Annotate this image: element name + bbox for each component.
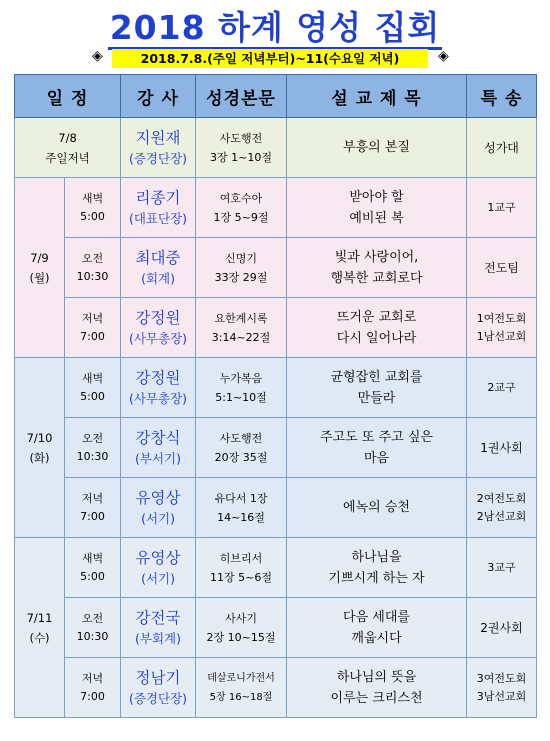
special-line: 전도팀	[484, 261, 519, 275]
time-value: 5:00	[80, 209, 105, 223]
diamond-icon: ◈	[92, 48, 103, 64]
speaker-cell	[121, 658, 196, 718]
time-label: 새벽	[81, 191, 104, 205]
scripture-line: 요한계시록	[214, 311, 268, 325]
date-cell	[15, 538, 65, 718]
table-row	[15, 478, 537, 538]
time-value: 7:00	[80, 689, 105, 703]
time-cell	[65, 478, 121, 538]
time-cell	[65, 418, 121, 478]
scripture-cell	[196, 418, 287, 478]
time-cell	[65, 238, 121, 298]
table-row	[15, 298, 537, 358]
special-cell	[467, 238, 537, 298]
diamond-icon: ◈	[438, 48, 449, 64]
date-cell	[15, 178, 65, 358]
special-cell	[467, 418, 537, 478]
scripture-line: 20장 35절	[214, 450, 268, 464]
speaker-role: (부서기)	[135, 450, 181, 466]
sermon-line: 하나님의 뜻을	[336, 669, 417, 685]
time-label: 오전	[81, 611, 104, 625]
special-line: 2권사회	[480, 621, 523, 635]
sermon-line: 행복한 교회로다	[330, 270, 423, 286]
speaker-name: 유영상	[135, 488, 181, 507]
sermon-cell	[287, 358, 467, 418]
sermon-cell	[287, 298, 467, 358]
table-row	[15, 238, 537, 298]
header-sermon: 설 교 제 목	[287, 75, 467, 118]
scripture-line: 여호수아	[219, 191, 263, 205]
sermon-line: 다음 세대를	[343, 609, 410, 625]
speaker-cell	[121, 238, 196, 298]
scripture-line: 33장 29절	[214, 270, 268, 284]
time-label: 오전	[81, 431, 104, 445]
sermon-line: 깨웁시다	[351, 630, 402, 646]
sermon-line: 이루는 크리스천	[330, 690, 423, 706]
page-title	[0, 2, 550, 49]
table-row	[15, 418, 537, 478]
sermon-line: 빛과 사랑이어,	[334, 249, 419, 265]
speaker-name: 강창식	[135, 428, 181, 447]
header-speaker: 강 사	[121, 75, 196, 118]
sermon-cell	[287, 478, 467, 538]
special-line: 3여전도회	[476, 671, 527, 685]
special-cell	[467, 658, 537, 718]
speaker-role: (대표단장)	[128, 210, 188, 226]
special-cell	[467, 358, 537, 418]
special-cell	[467, 478, 537, 538]
sermon-cell	[287, 178, 467, 238]
date-line: 7/11	[26, 610, 53, 625]
date-line: (수)	[29, 630, 50, 645]
special-line: 3남선교회	[476, 689, 527, 703]
table-row	[15, 658, 537, 718]
speaker-name: 강전국	[135, 608, 181, 627]
speaker-name: 강정원	[135, 368, 181, 387]
speaker-role: (사무총장)	[128, 390, 188, 406]
sermon-line: 만들라	[357, 390, 396, 406]
date-cell	[15, 118, 121, 178]
header-date: 일 정	[15, 75, 121, 118]
speaker-cell	[121, 118, 196, 178]
scripture-cell	[196, 538, 287, 598]
scripture-line: 5:1~10절	[215, 390, 267, 404]
scripture-cell	[196, 238, 287, 298]
sermon-line: 하나님을	[351, 549, 402, 565]
scripture-line: 2장 10~15절	[206, 630, 276, 644]
special-line: 1권사회	[480, 441, 523, 455]
scripture-line: 14~16절	[217, 510, 265, 524]
date-line: 7/10	[26, 430, 53, 445]
speaker-role: (사무총장)	[128, 330, 188, 346]
speaker-name: 정남기	[135, 668, 181, 687]
date-line: 주일저녁	[45, 150, 90, 165]
scripture-line: 데살로니가전서	[207, 672, 275, 684]
speaker-cell	[121, 178, 196, 238]
scripture-line: 히브리서	[219, 551, 263, 565]
sermon-line: 예비된 복	[349, 210, 404, 226]
sermon-line: 에녹의 승천	[343, 500, 410, 515]
sermon-line: 주고도 또 주고 싶은	[320, 429, 433, 445]
sermon-cell	[287, 418, 467, 478]
speaker-name: 유영상	[135, 548, 181, 567]
time-value: 5:00	[80, 569, 105, 583]
time-cell	[65, 658, 121, 718]
sermon-line: 뜨거운 교회로	[336, 309, 417, 325]
special-cell	[467, 538, 537, 598]
table-row	[15, 358, 537, 418]
special-cell	[467, 298, 537, 358]
special-cell: 성가대	[467, 118, 537, 178]
speaker-cell	[121, 538, 196, 598]
date-cell	[15, 358, 65, 538]
special-line: 2여전도회	[476, 491, 527, 505]
scripture-line: 사도행전	[219, 431, 263, 445]
speaker-role: (부회계)	[135, 630, 181, 646]
scripture-line: 5장 16~18절	[209, 691, 273, 703]
speaker-name: 최대중	[135, 248, 181, 267]
time-label: 오전	[81, 251, 104, 265]
sermon-line: 받아야 할	[349, 189, 404, 205]
special-line: 2남선교회	[476, 509, 527, 523]
time-cell	[65, 598, 121, 658]
speaker-role: (서기)	[141, 510, 175, 526]
sermon-cell: 부흥의 본질	[287, 118, 467, 178]
time-label: 저녁	[81, 671, 104, 685]
special-line: 1남선교회	[476, 329, 527, 343]
scripture-cell	[196, 598, 287, 658]
scripture-line: 3장 1~10절	[210, 150, 272, 164]
time-cell	[65, 358, 121, 418]
date-line: (월)	[29, 270, 50, 285]
scripture-cell	[196, 178, 287, 238]
scripture-line: 사사기	[225, 611, 257, 625]
date-range-banner	[0, 48, 550, 70]
sermon-cell	[287, 598, 467, 658]
sermon-line: 균형잡힌 교회를	[330, 369, 423, 385]
header-special: 특 송	[467, 75, 537, 118]
schedule-table	[14, 74, 537, 718]
speaker-name: 지원재	[135, 128, 181, 147]
special-cell	[467, 178, 537, 238]
time-value: 10:30	[76, 449, 109, 463]
table-row	[15, 598, 537, 658]
time-value: 5:00	[80, 389, 105, 403]
time-cell	[65, 178, 121, 238]
date-line: (화)	[29, 450, 50, 465]
speaker-name: 강정원	[135, 308, 181, 327]
scripture-line: 누가복음	[219, 371, 263, 385]
sermon-cell	[287, 538, 467, 598]
table-row	[15, 178, 537, 238]
table-header-row	[15, 75, 537, 118]
special-line: 2교구	[487, 380, 516, 394]
time-label: 저녁	[81, 491, 104, 505]
speaker-cell	[121, 478, 196, 538]
special-cell	[467, 598, 537, 658]
time-value: 10:30	[76, 269, 109, 283]
time-cell	[65, 298, 121, 358]
date-range-text: 2018.7.8.(주일 저녁부터)~11(수요일 저녁)	[112, 49, 428, 68]
date-line: 7/8	[58, 130, 77, 145]
speaker-role: (회계)	[141, 270, 175, 286]
table-row	[15, 118, 537, 178]
scripture-cell	[196, 118, 287, 178]
scripture-line: 11장 5~6절	[210, 570, 272, 584]
scripture-cell	[196, 658, 287, 718]
table-row	[15, 538, 537, 598]
speaker-cell	[121, 358, 196, 418]
time-cell	[65, 538, 121, 598]
sermon-cell	[287, 238, 467, 298]
scripture-cell	[196, 478, 287, 538]
time-value: 10:30	[76, 629, 109, 643]
scripture-line: 유다서 1장	[214, 491, 268, 505]
sermon-line: 기쁘시게 하는 자	[328, 570, 425, 586]
special-line: 1교구	[487, 200, 516, 214]
scripture-line: 1장 5~9절	[213, 210, 269, 224]
time-value: 7:00	[80, 509, 105, 523]
scripture-cell	[196, 358, 287, 418]
scripture-line: 사도행전	[219, 131, 263, 145]
time-label: 저녁	[81, 311, 104, 325]
speaker-cell	[121, 298, 196, 358]
speaker-name: 리종기	[135, 188, 181, 207]
time-value: 7:00	[80, 329, 105, 343]
speaker-cell	[121, 598, 196, 658]
speaker-role: (증경단장)	[128, 690, 188, 706]
header-scripture: 성경본문	[196, 75, 287, 118]
page-title-text: 2018 하계 영성 집회	[108, 8, 443, 50]
scripture-cell	[196, 298, 287, 358]
time-label: 새벽	[81, 371, 104, 385]
special-line: 3교구	[487, 560, 516, 574]
scripture-line: 신명기	[225, 251, 257, 265]
sermon-line: 다시 일어나라	[336, 330, 417, 346]
special-line: 1여전도회	[476, 311, 527, 325]
time-label: 새벽	[81, 551, 104, 565]
speaker-cell	[121, 418, 196, 478]
speaker-role: (서기)	[141, 570, 175, 586]
date-line: 7/9	[30, 250, 49, 265]
sermon-line: 마음	[363, 450, 390, 466]
speaker-role: (증경단장)	[128, 150, 188, 166]
scripture-line: 3:14~22절	[211, 330, 271, 344]
sermon-cell	[287, 658, 467, 718]
